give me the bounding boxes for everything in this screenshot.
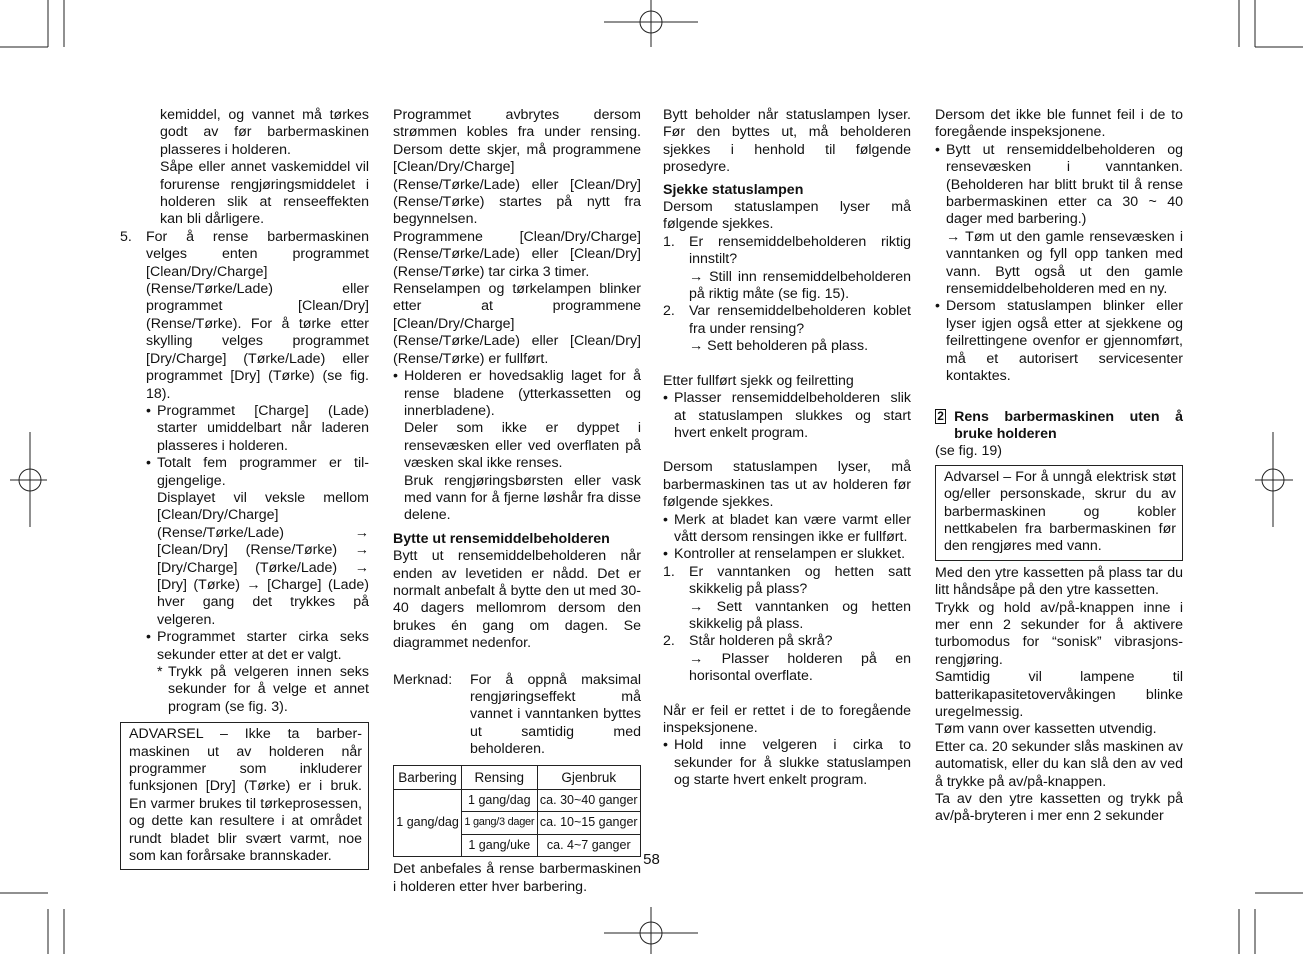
star-note-text: Trykk på velgeren innen seks sekunder for å velge et annet program (se fig. 3). xyxy=(168,664,369,715)
item-fix: → Sett vanntanken og hetten skikkelig på plass. xyxy=(689,598,911,632)
item-number: 2. xyxy=(663,303,675,320)
paragraph: Programmene [Clean/Dry/Charge] (Rense/Tørke/Lade) eller [Clean/Dry] (Rense/Tørke) tar cirka 3 timer. xyxy=(393,228,641,280)
bullet-item: • Kontroller at renselampen er slukket. xyxy=(663,546,911,563)
bullet-continuation: Displayet vil veksle mellom [Clean/Dry/Charge] (Rense/Tørke/Lade) → [Clean/Dry] (Rense/Tørke) → [Dry/Charge] (Tørke/Lade) → [Dry] (Tørke) → [Charge] (Lade) hver gang det trykkes på velgeren. xyxy=(157,489,369,628)
list-item xyxy=(663,564,911,634)
paragraph: Trykk og hold av/på-knappen inne i mer enn 2 sekunder for å aktivere turbomodus for “sonisk” vibrasjonsrengjøring. xyxy=(935,599,1183,668)
item-number: 1. xyxy=(663,233,675,250)
note-text: For å oppnå maksimal rengjøringseffekt må vannet i vanntanken byttes ut samtidig med beholderen. xyxy=(470,671,641,758)
paragraph-soap: Såpe eller annet vaskemiddel vil forurense rengjøringsmiddelet i holderen slik at renseeffekten kan bli dårligere. xyxy=(160,159,369,228)
paragraph: Etter ca. 20 sekunder slås maskinen av automatisk, eller du kan slå den av ved å trykke på av/på-knappen. xyxy=(935,738,1183,790)
bullet-text: Programmet [Charge] (Lade) starter umiddelbart når laderen plasseres i holderen. xyxy=(157,402,369,454)
bullet-text: Totalt fem programmer er tilgjengelige. xyxy=(157,455,369,489)
bullet-text: Holderen er hovedsaklig laget for å rense bladene (ytterkassetten og innerbladene). xyxy=(404,368,641,419)
bullet-text: Programmet starter cirka seks sekunder etter at det er valgt. xyxy=(157,629,369,663)
table-cell: ca. 30~40 ganger xyxy=(537,790,641,812)
bullet-item: • Dersom statuslampen blinker eller lyser igjen også etter at sjekkene og feilrettingene ovenfor er gjennomført, må et autorisert servicesenter kontaktes. xyxy=(935,298,1183,385)
bullet-text: Merk at bladet kan være varmt eller vått dersom rensingen ikke er fullført. xyxy=(674,511,911,545)
paragraph: Etter fullført sjekk og feilretting xyxy=(663,372,854,389)
paragraph: Renselampen og tørkelampen blinker etter at programmene [Clean/Dry/Charge] (Rense/Tørke/Lade) eller [Clean/Dry] (Rense/Tørke) er fullført. xyxy=(393,281,641,367)
see-fig: (se fig. 19) xyxy=(935,443,1003,460)
paragraph-intro: kemiddel, og vannet må tørkes godt av før barbermaskinen plasseres i holderen. xyxy=(160,107,369,158)
table-cell: 1 gang/uke xyxy=(462,834,537,856)
paragraph: Bytt ut rensemiddelbeholderen når enden av levetiden er nådd. Det er normalt anbefalt å bytte den ut med 30-40 dagers mellomrom dersom den brukes én gang om dagen. Se diagrammet nedenfor. xyxy=(393,548,641,652)
paragraph: Dersom statuslampen lyser må følgende sjekkes. xyxy=(663,199,911,233)
list-item xyxy=(663,234,911,304)
warning-text: ADVARSEL – Ikke ta barbermaskinen ut av holderen når programmer som inkluderer funksjonen [Dry] (Tørke) er i bruk. En varmer brukes til tørkeprosessen, og dette kan resultere i at området rundt bladet blir svært varmt, noe som kan forårsake brannskader. xyxy=(129,726,362,865)
paragraph: Dersom det ikke ble funnet feil i de to foregående inspeksjonene. xyxy=(935,107,1183,141)
item-text: Var rensemiddelbeholderen koblet fra under rensing? xyxy=(689,303,911,337)
item-text: Står holderen på skrå? xyxy=(689,633,833,650)
item-fix: → Sett beholderen på plass. xyxy=(689,338,869,355)
bullet-item: • Bytt ut rensemiddelbeholderen og rensevæsken i vanntanken. (Beholderen har blitt brukt til å rense barbermaskinen etter ca 30 ~ 40 dager med barbering.) xyxy=(935,141,1183,228)
bullet-text: Plasser rensemiddelbeholderen slik at statuslampen slukkes og start hvert enkelt program. xyxy=(674,390,911,441)
item-text: For å rense barbermaskinen velges enten programmet [Clean/Dry/Charge] (Rense/Tørke/Lade) eller programmet [Clean/Dry] (Rense/Tørke). For å tørke etter skylling velges programmet [Dry/Charge] (Tørke/Lade) eller programmet [Dry] (Tørke) (se fig. 18). xyxy=(146,228,369,402)
paragraph: Programmet avbrytes dersom strømmen kobles fra under rensing. Dersom dette skjer, må programmene [Clean/Dry/Charge] (Rense/Tørke/Lade) eller [Clean/Dry] (Rense/Tørke) startes på nytt fra begynnelsen. xyxy=(393,107,641,228)
bullet-continuation: Bruk rengjøringsbørsten eller vask med vann for å fjerne løshår fra disse delene. xyxy=(404,472,641,524)
bullet-continuation: → Tøm ut den gamle rensevæsken i vanntanken og fyll opp tanken med vann. Bytt også ut den gamle rensemiddelbeholderen med en ny. xyxy=(946,228,1183,298)
table-header: Rensing xyxy=(462,765,537,789)
item-text: Er vanntanken og hetten satt skikkelig på plass? xyxy=(689,563,911,598)
column-3 xyxy=(663,107,911,790)
note-label: Merknad: xyxy=(393,671,453,688)
column-2 xyxy=(393,107,641,896)
page-number: 58 xyxy=(643,851,660,868)
item-number: 1. xyxy=(663,563,675,580)
section-title: Rens barbermaskinen uten å bruke holderen xyxy=(954,408,1183,442)
item-number: 5. xyxy=(120,228,132,245)
item-number: 2. xyxy=(663,633,675,650)
table-cell: 1 gang/dag xyxy=(462,790,537,812)
section-number: 2 xyxy=(935,409,946,424)
bullet-item: • Programmet starter cirka seks sekunder etter at det er valgt. xyxy=(146,629,369,663)
table-header: Gjenbruk xyxy=(537,765,641,789)
warning-box xyxy=(935,465,1183,561)
bullet-text: Dersom statuslampen blinker eller lyser igjen også etter at sjekkene og feilrettingene ovenfor er gjennomført, må et autorisert servicesenter kontaktes. xyxy=(946,298,1183,385)
paragraph: Det anbefales å rense barbermaskinen i holderen etter hver barbering. xyxy=(393,861,641,895)
table-header: Barbering xyxy=(394,765,462,789)
list-item xyxy=(663,303,911,355)
bullet-text: Hold inne velgeren i cirka to sekunder for å slukke statuslampen og starte hvert enkelt program. xyxy=(674,737,911,789)
item-fix: → Still inn rensemiddelbeholderen på riktig måte (se fig. 15). xyxy=(689,268,911,303)
paragraph: Samtidig vil lampene til batterikapasitetovervåkingen blinke uregelmessig. xyxy=(935,669,1183,720)
bullet-item: • Holderen er hovedsaklig laget for å rense bladene (ytterkassetten og innerbladene). xyxy=(393,368,641,419)
heading-check-status-lamp: Sjekke statuslampen xyxy=(663,181,804,198)
warning-box xyxy=(120,722,369,870)
bullet-item: • Hold inne velgeren i cirka to sekunder for å slukke statuslampen og starte hvert enkelt program. xyxy=(663,737,911,789)
bullet-item: • Totalt fem programmer er tilgjengelige. xyxy=(146,455,369,489)
star-note: * Trykk på velgeren innen seks sekunder for å velge et annet program (se fig. 3). xyxy=(157,664,369,715)
section-heading xyxy=(935,409,1183,444)
replacement-table xyxy=(393,765,641,858)
item-fix: → Plasser holderen på en horisontal overflate. xyxy=(689,650,911,685)
bullet-item: • Merk at bladet kan være varmt eller vått dersom rensingen ikke er fullført. xyxy=(663,511,911,545)
table-cell: ca. 10~15 ganger xyxy=(537,812,641,834)
paragraph: Tøm vann over kassetten utvendig. xyxy=(935,721,1157,738)
table-cell: ca. 4~7 ganger xyxy=(537,834,641,856)
paragraph: Når er feil er rettet i de to foregående inspeksjonene. xyxy=(663,702,911,736)
note xyxy=(393,672,641,759)
list-item xyxy=(663,633,911,685)
paragraph: Bytt beholder når statuslampen lyser. Før den byttes ut, må beholderen sjekkes i henhold til følgende prosedyre. xyxy=(663,107,911,176)
column-4 xyxy=(935,107,1183,826)
column-1 xyxy=(120,107,369,870)
bullet-text: Kontroller at renselampen er slukket. xyxy=(674,546,906,563)
bullet-item: • Programmet [Charge] (Lade) starter umiddelbart når laderen plasseres i holderen. xyxy=(146,402,369,454)
bullet-text: Bytt ut rensemiddelbeholderen og rensevæsken i vanntanken. (Beholderen har blitt brukt til å rense barbermaskinen etter ca 30 ~ 40 dager med barbering.) xyxy=(946,141,1183,228)
table-cell: 1 gang/3 dager xyxy=(462,812,537,834)
bullet-continuation: Deler som ikke er dyppet i rensevæsken eller ved overflaten på væsken skal ikke renses. xyxy=(404,420,641,472)
warning-text: Advarsel – For å unngå elektrisk støt og/eller personskade, skrur du av barbermaskinen og kobler nettkabelen fra barbermaskinen før den rengjøres med vann. xyxy=(944,468,1176,555)
paragraph: Med den ytre kassetten på plass tar du litt håndsåpe på den ytre kassetten. xyxy=(935,564,1183,599)
heading-replace: Bytte ut rensemiddelbeholderen xyxy=(393,530,610,547)
paragraph: Dersom statuslampen lyser, må barbermaskinen tas ut av holderen før følgende sjekkes. xyxy=(663,459,911,511)
bullet-item: • Plasser rensemiddelbeholderen slik at statuslampen slukkes og start hvert enkelt program. xyxy=(663,390,911,441)
item-text: Er rensemiddelbeholderen riktig innstilt? xyxy=(689,233,911,268)
list-item-5 xyxy=(120,229,369,403)
paragraph: Ta av den ytre kassetten og trykk på av/på-bryteren i mer enn 2 sekunder xyxy=(935,791,1183,825)
table-row xyxy=(394,790,641,812)
table-cell-barbering: 1 gang/dag xyxy=(394,790,462,857)
